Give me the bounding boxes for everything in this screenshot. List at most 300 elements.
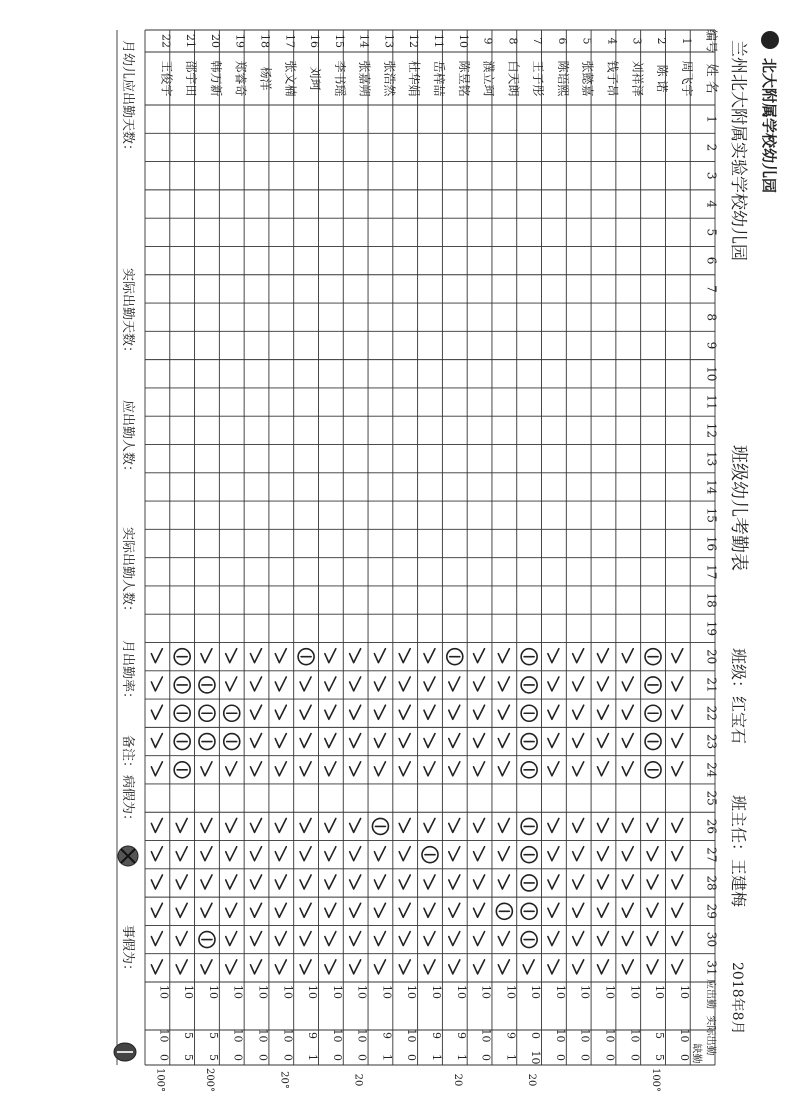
expected-value: 10 (231, 985, 245, 999)
header (728, 31, 779, 1035)
present-check-mark (424, 762, 435, 776)
present-check-mark (498, 875, 509, 889)
present-check-mark (275, 903, 286, 917)
student-number: 10 (456, 34, 470, 48)
present-check-mark (474, 847, 485, 861)
present-check-mark (251, 734, 262, 748)
actual-value: 10 (603, 1028, 617, 1043)
day-header: 30 (704, 931, 719, 948)
student-name: 王子彤 (531, 60, 546, 97)
day-header: 17 (704, 564, 719, 580)
number-header: 编号 (704, 28, 719, 54)
student-name: 陈昱铭 (456, 60, 471, 97)
present-check-mark (350, 705, 361, 719)
expected-value: 10 (454, 985, 468, 999)
student-number: 1 (679, 37, 693, 45)
present-check-mark (548, 903, 559, 917)
student-name: 王俊宇 (159, 60, 174, 97)
absent-header: 缺勤 (690, 1043, 702, 1064)
present-check-mark (275, 875, 286, 889)
present-check-mark (300, 677, 311, 691)
present-check-mark (399, 818, 410, 832)
expected-value: 10 (529, 985, 543, 999)
actual-value: 10 (256, 1028, 270, 1043)
present-check-mark (474, 705, 485, 719)
present-check-mark (622, 960, 633, 974)
present-check-mark (325, 960, 336, 974)
present-check-mark (498, 847, 509, 861)
absent-value: 0 (578, 1054, 592, 1061)
present-check-mark (300, 762, 311, 776)
absent-value: 0 (256, 1054, 270, 1061)
present-check-mark (622, 762, 633, 776)
present-check-mark (449, 762, 460, 776)
present-check-mark (573, 677, 584, 691)
present-check-mark (374, 903, 385, 917)
actual-value: 5 (206, 1032, 220, 1039)
present-check-mark (201, 960, 212, 974)
student-number: 21 (184, 34, 198, 48)
present-check-mark (325, 734, 336, 748)
actual-value: 10 (231, 1028, 245, 1043)
present-check-mark (251, 960, 262, 974)
present-check-mark (151, 847, 162, 861)
expected-value: 10 (653, 985, 667, 999)
absent-value: 1 (380, 1054, 394, 1061)
present-check-mark (672, 705, 683, 719)
present-check-mark (597, 875, 608, 889)
present-check-mark (226, 818, 237, 832)
present-check-mark (449, 818, 460, 832)
present-check-mark (201, 875, 212, 889)
present-check-mark (325, 818, 336, 832)
day-header: 14 (704, 479, 719, 495)
actual-value: 10 (330, 1028, 344, 1043)
present-check-mark (449, 847, 460, 861)
absent-value: 0 (553, 1054, 567, 1061)
present-check-mark (399, 705, 410, 719)
present-check-mark (449, 875, 460, 889)
expected-people-label: 应出勤人数： (120, 400, 135, 479)
present-check-mark (672, 818, 683, 832)
present-check-mark (622, 734, 633, 748)
expected-value: 10 (479, 985, 493, 999)
expected-value: 10 (306, 985, 320, 999)
present-check-mark (226, 649, 237, 663)
day-header: 27 (704, 847, 719, 863)
present-check-mark (275, 960, 286, 974)
present-check-mark (597, 677, 608, 691)
present-check-mark (498, 762, 509, 776)
present-check-mark (647, 903, 658, 917)
present-check-mark (672, 677, 683, 691)
student-name: 张懿嘉 (580, 60, 595, 97)
present-check-mark (399, 847, 410, 861)
present-check-mark (573, 762, 584, 776)
present-check-mark (622, 847, 633, 861)
present-check-mark (201, 649, 212, 663)
present-check-mark (300, 903, 311, 917)
day-header: 22 (704, 705, 719, 721)
absent-value: 0 (677, 1054, 691, 1061)
present-check-mark (374, 932, 385, 946)
present-check-mark (498, 649, 509, 663)
actual-value: 10 (578, 1028, 592, 1043)
actual-header: 实际出勤 (704, 1015, 716, 1056)
day-header: 19 (704, 620, 719, 637)
present-check-mark (548, 960, 559, 974)
present-check-mark (498, 705, 509, 719)
present-check-mark (449, 903, 460, 917)
present-check-mark (424, 903, 435, 917)
expected-days-label: 月幼儿应出勤天数： (120, 40, 135, 158)
student-name: 张浩然 (382, 60, 397, 97)
absent-value: 0 (405, 1054, 419, 1061)
present-check-mark (474, 734, 485, 748)
student-number: 11 (432, 34, 445, 48)
personal-leave-symbol-icon (114, 1043, 136, 1061)
present-check-mark (300, 734, 311, 748)
absent-value: 5 (182, 1054, 196, 1061)
school-logo-icon (761, 31, 779, 49)
present-check-mark (573, 649, 584, 663)
margin-note: 20 (451, 1073, 463, 1087)
present-check-mark (424, 649, 435, 663)
expected-value: 10 (578, 985, 592, 999)
actual-value: 0 (529, 1032, 543, 1039)
present-check-mark (325, 932, 336, 946)
present-check-mark (573, 903, 584, 917)
present-check-mark (226, 932, 237, 946)
actual-value: 10 (553, 1028, 567, 1043)
class-label: 班级：红宝石 (729, 648, 748, 745)
student-name: 白天朗 (506, 60, 521, 97)
present-check-mark (498, 677, 509, 691)
present-check-mark (325, 903, 336, 917)
school-name: 兰州北大附属实验学校幼儿园 (728, 40, 748, 261)
day-header: 25 (704, 790, 719, 806)
present-check-mark (622, 818, 633, 832)
present-check-mark (300, 875, 311, 889)
expected-value: 10 (182, 985, 196, 999)
present-check-mark (325, 847, 336, 861)
present-check-mark (275, 705, 286, 719)
logo-text: 北大附属学校幼儿园 (760, 58, 778, 194)
present-check-mark (449, 932, 460, 946)
present-check-mark (498, 734, 509, 748)
present-check-mark (201, 762, 212, 776)
present-check-mark (597, 649, 608, 663)
student-number: 12 (407, 34, 421, 48)
present-check-mark (498, 818, 509, 832)
present-check-mark (573, 734, 584, 748)
margin-notes (154, 1068, 661, 1092)
day-header: 11 (704, 394, 719, 410)
present-check-mark (201, 818, 212, 832)
present-check-mark (399, 734, 410, 748)
present-check-mark (672, 875, 683, 889)
expected-value: 10 (281, 985, 295, 999)
absent-value: 0 (157, 1054, 171, 1061)
present-check-mark (325, 762, 336, 776)
present-check-mark (672, 734, 683, 748)
student-number: 22 (159, 34, 173, 48)
day-header: 31 (704, 960, 719, 976)
student-name: 张文楠 (283, 60, 298, 97)
name-header: 姓 名 (703, 63, 719, 94)
present-check-mark (226, 847, 237, 861)
present-check-mark (548, 649, 559, 663)
present-check-mark (350, 847, 361, 861)
present-check-mark (597, 762, 608, 776)
student-name: 郑睿奇 (233, 60, 248, 97)
student-number: 20 (208, 34, 222, 48)
present-check-mark (325, 875, 336, 889)
present-check-mark (251, 847, 262, 861)
present-check-mark (374, 762, 385, 776)
expected-value: 10 (553, 985, 567, 999)
present-check-mark (226, 762, 237, 776)
absent-value: 1 (430, 1054, 443, 1061)
present-check-mark (275, 818, 286, 832)
student-number: 16 (308, 34, 322, 48)
present-check-mark (647, 847, 658, 861)
expected-value: 10 (206, 985, 220, 999)
present-check-mark (573, 875, 584, 889)
present-check-mark (424, 960, 435, 974)
present-check-mark (151, 875, 162, 889)
actual-value: 9 (504, 1032, 518, 1039)
present-check-mark (672, 847, 683, 861)
expected-value: 10 (157, 985, 171, 999)
present-check-mark (374, 960, 385, 974)
present-check-mark (300, 705, 311, 719)
day-header: 5 (704, 228, 719, 237)
day-header: 2 (704, 143, 719, 152)
absent-value: 0 (628, 1054, 642, 1061)
present-check-mark (597, 903, 608, 917)
margin-note: 20 (526, 1073, 538, 1087)
expected-value: 10 (380, 985, 394, 999)
student-number: 17 (283, 34, 297, 48)
expected-value: 10 (405, 985, 419, 999)
present-check-mark (573, 960, 584, 974)
present-check-mark (151, 649, 162, 663)
present-check-mark (275, 932, 286, 946)
student-number: 14 (357, 34, 371, 48)
present-check-mark (325, 649, 336, 663)
present-check-mark (374, 649, 385, 663)
present-check-mark (275, 847, 286, 861)
actual-value: 10 (355, 1028, 369, 1043)
present-check-mark (251, 903, 262, 917)
day-header: 26 (704, 818, 719, 835)
expected-value: 10 (330, 985, 344, 999)
present-check-mark (449, 705, 460, 719)
student-name: 陈 诺 (655, 64, 670, 93)
present-check-mark (424, 875, 435, 889)
present-check-mark (548, 677, 559, 691)
actual-value: 9 (380, 1032, 394, 1039)
absent-value: 0 (231, 1054, 245, 1061)
student-row (504, 38, 521, 1062)
day-header: 10 (704, 366, 719, 382)
actual-value: 9 (430, 1032, 443, 1039)
present-check-mark (622, 677, 633, 691)
present-check-mark (498, 932, 509, 946)
present-check-mark (573, 818, 584, 832)
present-check-mark (597, 960, 608, 974)
day-header: 4 (704, 200, 719, 208)
present-check-mark (523, 960, 534, 974)
expected-value: 10 (504, 985, 518, 999)
student-number: 13 (382, 34, 396, 48)
day-header: 28 (704, 875, 719, 891)
present-check-mark (548, 932, 559, 946)
absent-value: 0 (355, 1054, 369, 1061)
present-check-mark (622, 875, 633, 889)
margin-note: 200° (203, 1067, 215, 1093)
present-check-mark (374, 734, 385, 748)
present-check-mark (275, 734, 286, 748)
student-name: 杜华娟 (407, 60, 422, 97)
present-check-mark (474, 875, 485, 889)
present-check-mark (251, 932, 262, 946)
present-check-mark (275, 762, 286, 776)
expected-value: 10 (430, 985, 443, 999)
actual-people-label: 实际出勤人数： (120, 527, 135, 619)
actual-value: 9 (454, 1032, 468, 1039)
day-header: 21 (704, 677, 719, 693)
student-name: 杨洋 (258, 66, 273, 91)
present-check-mark (201, 903, 212, 917)
personal-leave-label: 事假为： (120, 925, 135, 978)
student-number: 2 (655, 37, 669, 45)
student-number: 7 (531, 37, 545, 45)
present-check-mark (300, 818, 311, 832)
student-name: 刘祥泽 (630, 60, 645, 97)
footer (114, 40, 138, 1061)
present-check-mark (251, 875, 262, 889)
day-header: 9 (704, 341, 719, 350)
present-check-mark (374, 705, 385, 719)
present-check-mark (474, 762, 485, 776)
present-check-mark (176, 932, 187, 946)
attendance-grid (117, 30, 715, 1065)
actual-value: 5 (653, 1032, 667, 1039)
present-check-mark (548, 818, 559, 832)
present-check-mark (672, 932, 683, 946)
present-check-mark (226, 960, 237, 974)
present-check-mark (399, 649, 410, 663)
day-header: 24 (704, 762, 719, 778)
margin-note: 20 (352, 1073, 364, 1087)
present-check-mark (498, 960, 509, 974)
student-number: 8 (506, 37, 520, 45)
present-check-mark (399, 875, 410, 889)
margin-note: 100° (650, 1067, 662, 1093)
absent-value: 1 (306, 1054, 320, 1061)
day-header: 1 (704, 115, 719, 123)
present-check-mark (350, 903, 361, 917)
absent-value: 5 (206, 1054, 220, 1061)
day-header: 15 (704, 507, 719, 523)
present-check-mark (350, 818, 361, 832)
expected-value: 10 (355, 985, 369, 999)
present-check-mark (275, 677, 286, 691)
present-check-mark (474, 818, 485, 832)
present-check-mark (622, 903, 633, 917)
date-label: 2018年8月 (729, 962, 745, 1035)
absent-value: 0 (281, 1054, 295, 1061)
present-check-mark (597, 734, 608, 748)
present-check-mark (325, 705, 336, 719)
present-check-mark (350, 932, 361, 946)
present-check-mark (176, 903, 187, 917)
sheet-title: 班级幼儿考勤表 (728, 445, 749, 571)
student-number: 18 (258, 34, 272, 48)
margin-note: 20° (278, 1071, 290, 1089)
present-check-mark (251, 762, 262, 776)
day-header: 8 (704, 313, 719, 321)
student-number: 4 (605, 37, 619, 45)
student-name: 邵宇田 (184, 60, 199, 97)
present-check-mark (647, 818, 658, 832)
present-check-mark (474, 932, 485, 946)
absent-value: 1 (504, 1054, 518, 1061)
present-check-mark (424, 677, 435, 691)
student-name: 濮立珂 (481, 60, 496, 97)
present-check-mark (151, 818, 162, 832)
present-check-mark (399, 960, 410, 974)
expected-header: 应出勤 (704, 979, 716, 1009)
present-check-mark (151, 705, 162, 719)
present-check-mark (176, 847, 187, 861)
present-check-mark (548, 875, 559, 889)
present-check-mark (573, 847, 584, 861)
actual-days-label: 实际出勤天数： (120, 268, 135, 360)
present-check-mark (374, 875, 385, 889)
day-header: 20 (704, 649, 719, 665)
present-check-mark (300, 847, 311, 861)
present-check-mark (251, 818, 262, 832)
student-number: 3 (630, 37, 644, 45)
present-check-mark (548, 734, 559, 748)
student-name: 刘珂 (308, 66, 323, 91)
present-check-mark (474, 960, 485, 974)
present-check-mark (300, 960, 311, 974)
actual-value: 10 (405, 1028, 419, 1043)
present-check-mark (424, 705, 435, 719)
present-check-mark (672, 762, 683, 776)
day-header: 16 (704, 535, 719, 552)
day-header: 29 (704, 903, 719, 919)
present-check-mark (573, 932, 584, 946)
present-check-mark (201, 847, 212, 861)
present-check-mark (597, 847, 608, 861)
present-check-mark (573, 705, 584, 719)
student-name: 钱子昂 (605, 60, 620, 97)
monthly-rate-label: 月出勤率： (120, 640, 135, 706)
actual-value: 10 (628, 1028, 642, 1043)
absent-value: 0 (330, 1054, 344, 1061)
present-check-mark (350, 960, 361, 974)
student-name: 周飞宇 (679, 60, 694, 97)
student-name: 岳梓喆 (432, 60, 446, 97)
remark-label: 备注： (120, 735, 135, 775)
present-check-mark (374, 847, 385, 861)
present-check-mark (176, 875, 187, 889)
